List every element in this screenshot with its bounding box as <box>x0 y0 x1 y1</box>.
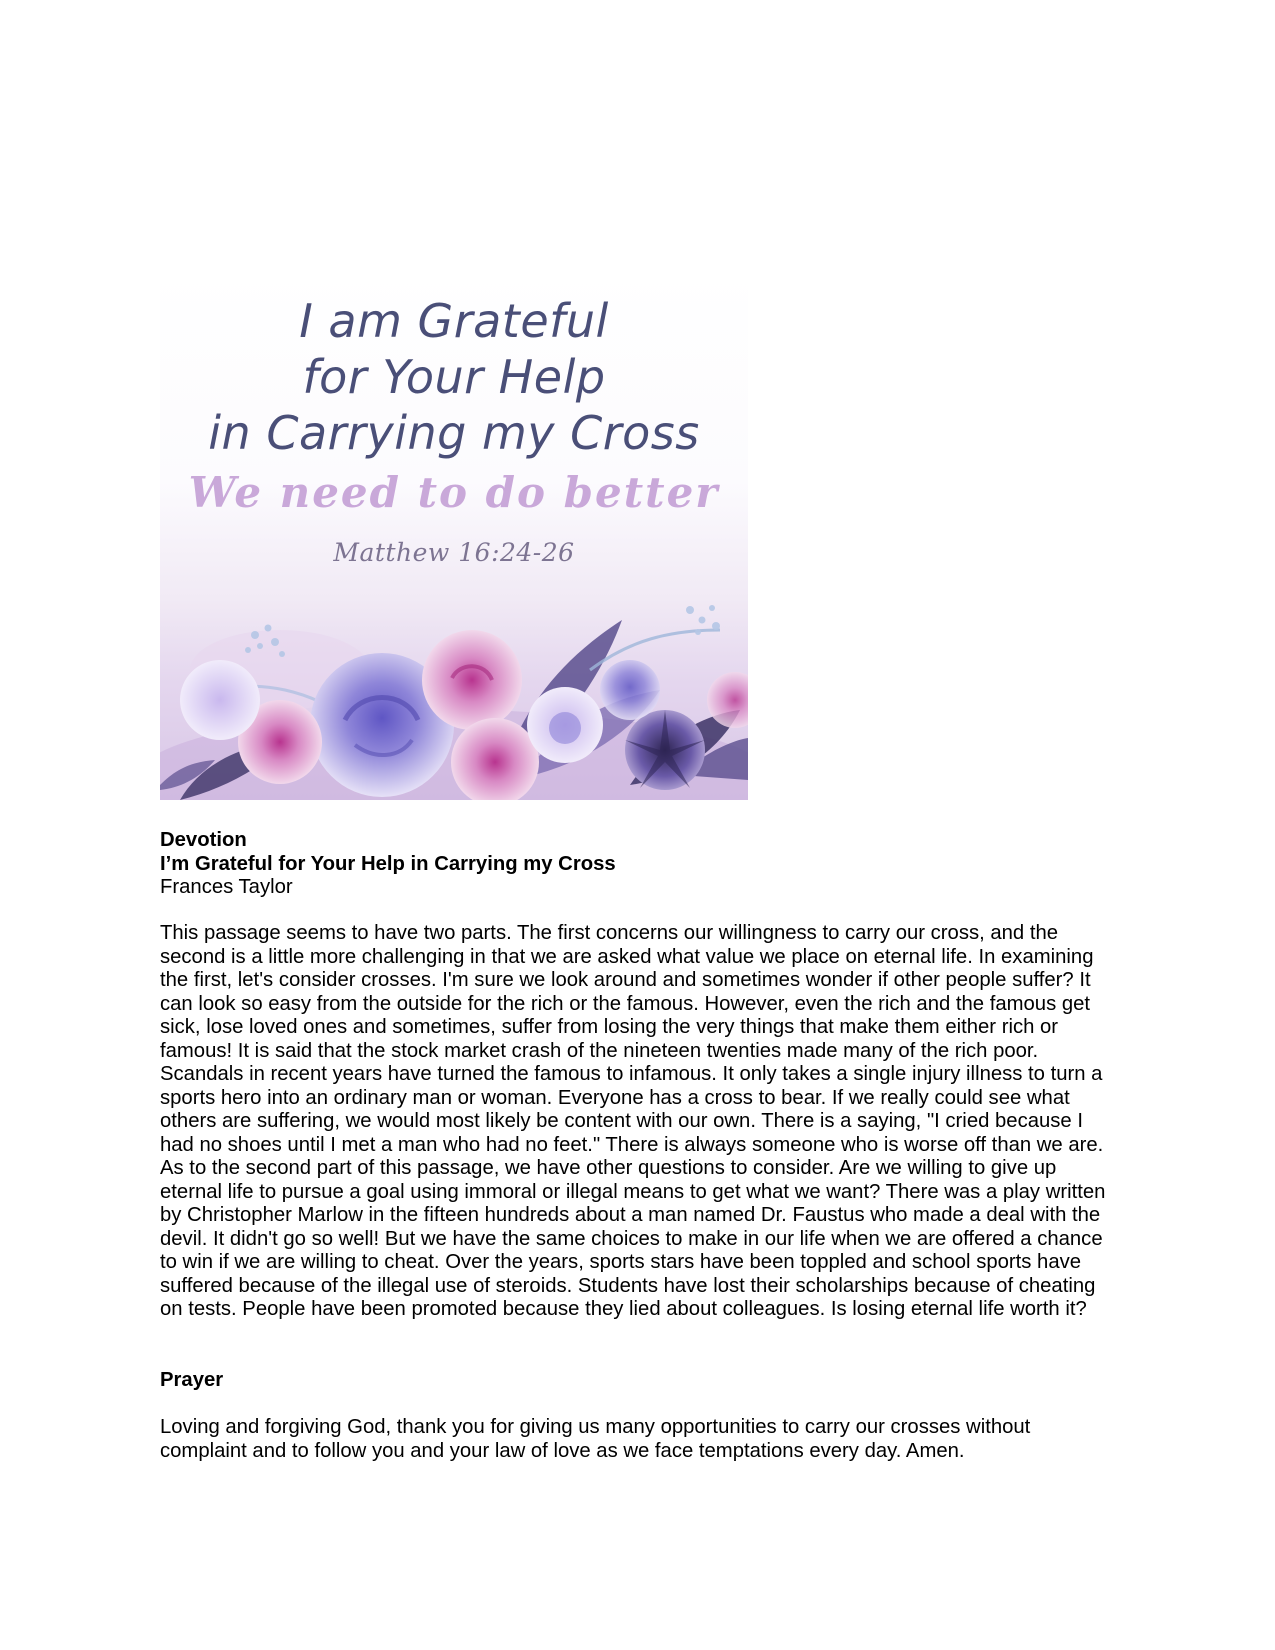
devotion-author: Frances Taylor <box>160 876 293 898</box>
prayer-text: Loving and forgiving God, thank you for giving us many opportunities to carry our crosses without complaint and to follow you and your law of love as we face temptations every day. Amen. <box>160 1416 1031 1462</box>
image-subtitle: We need to do better <box>188 468 720 517</box>
rose-pale-right <box>527 687 603 763</box>
rose-violet-far-right <box>600 660 660 720</box>
image-title-line-2: for Your Help <box>302 350 606 404</box>
section-label-prayer: Prayer <box>160 1369 224 1391</box>
image-title-line-3: in Carrying my Cross <box>208 406 700 460</box>
rose-pink-top <box>422 630 522 730</box>
image-scripture-reference: Matthew 16:24-26 <box>333 538 575 567</box>
devotion-body: This passage seems to have two parts. The first concerns our willingness to carry our cross, and the second is a little more challenging in that we are asked what value we place on eternal life. In examining the first, let's consider crosses. I'm sure we look around and sometimes wonder if other people suffer? It can look so easy from the outside for the rich or the famous. However, even the rich and the famous get sick, lose loved ones and sometimes, suffer from losing the very things that make them either rich or famous! It is said that the stock market crash of the nineteen twenties made many of the rich poor. Scandals in recent years have turned the famous to infamous. It only takes a single injury illness to turn a sports hero into an ordinary man or woman. Everyone has a cross to bear. If we really could see what others are suffering, we would most likely be content with our own. There is a saying, "I cried because I had no shoes until I met a man who had no feet." There is always someone who is worse off than we are. As to the second part of this passage, we have other questions to consider. Are we willing to give up eternal life to pursue a goal using immoral or illegal means to get what we want? There was a play written by Christopher Marlow in the fifteen hundreds about a man named Dr. Faustus who made a deal with the devil. It didn't go so well! But we have the same choices to make in our life when we are offered a chance to win if we are willing to cheat. Over the years, sports stars have been toppled and school sports have suffered because of the illegal use of steroids. Students have lost their scholarships because of cheating on tests. People have been promoted because they lied about colleagues. Is losing eternal life worth it? <box>160 922 1106 1320</box>
watercolor-flowers-illustration <box>160 550 748 800</box>
image-title-line-1: I am Grateful <box>299 294 609 348</box>
section-label-devotion: Devotion <box>160 829 247 851</box>
daisy-dark-right <box>625 710 705 790</box>
rose-pale-left <box>180 660 260 740</box>
devotion-header-image <box>160 270 748 800</box>
devotion-title: I’m Grateful for Your Help in Carrying my Cross <box>160 853 616 875</box>
